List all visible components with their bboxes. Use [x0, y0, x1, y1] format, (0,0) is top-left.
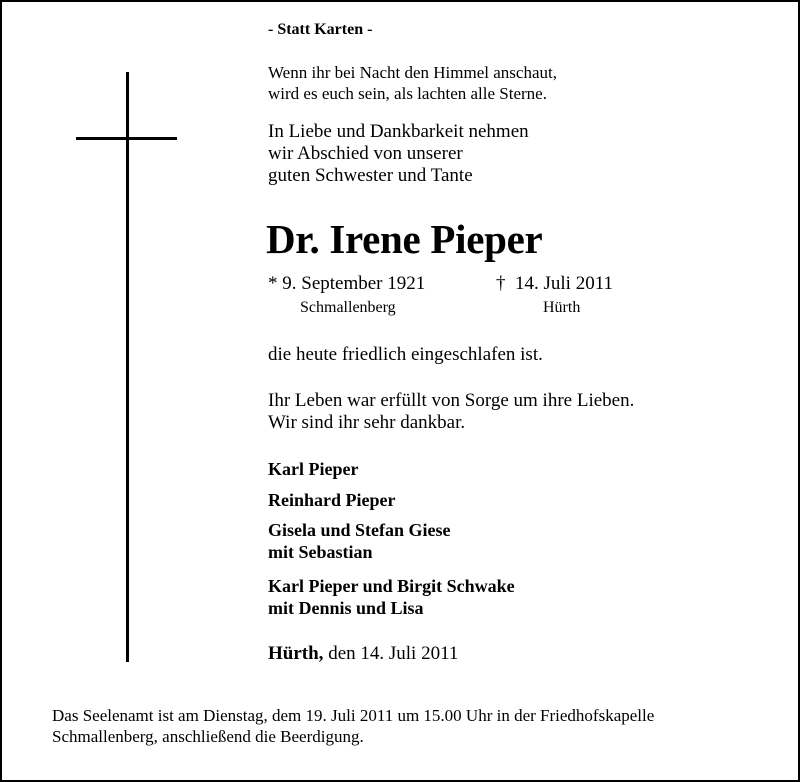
notice-header: - Statt Karten - [268, 21, 373, 38]
place: Hürth, [268, 643, 324, 664]
mourner-line: Gisela und Stefan Giese [268, 520, 451, 540]
cross-horizontal-bar [76, 137, 177, 140]
birth-symbol: * [268, 273, 278, 294]
life-line: Ihr Leben war erfüllt von Sorge um ihre Lieben. [268, 390, 635, 411]
birth-date-text: 9. September 1921 [282, 273, 426, 294]
date: den 14. Juli 2011 [328, 643, 459, 664]
quote-line: wird es euch sein, als lachten alle Sterne. [268, 84, 547, 103]
deceased-name: Dr. Irene Pieper [266, 216, 543, 262]
mourner-line: Karl Pieper und Birgit Schwake [268, 576, 515, 596]
death-date-text: 14. Juli 2011 [515, 273, 613, 294]
intro-line: wir Abschied von unserer [268, 143, 463, 164]
mourner [268, 458, 358, 480]
cross-vertical-bar [126, 72, 129, 662]
death-place: Hürth [543, 299, 581, 316]
mourner [268, 489, 396, 511]
intro-line: In Liebe und Dankbarkeit nehmen [268, 121, 529, 142]
funeral-line: Schmallenberg, anschließend die Beerdigung. [52, 727, 364, 746]
mourner [268, 519, 451, 563]
death-symbol: † [496, 273, 506, 294]
mourner-line: Karl Pieper [268, 459, 359, 479]
funeral-line: Das Seelenamt ist am Dienstag, dem 19. Juli 2011 um 15.00 Uhr in der Friedhofskapelle [52, 706, 655, 725]
birth-place: Schmallenberg [300, 299, 396, 316]
mourner-line: mit Sebastian [268, 542, 373, 562]
intro-text [268, 121, 529, 187]
death-date [496, 273, 613, 295]
life-text [268, 390, 634, 434]
funeral-info [52, 705, 654, 747]
place-date [268, 643, 458, 665]
life-line: Wir sind ihr sehr dankbar. [268, 412, 466, 433]
mourner-line: mit Dennis und Lisa [268, 598, 424, 618]
birth-date [268, 273, 425, 295]
intro-line: guten Schwester und Tante [268, 165, 473, 186]
mourner-line: Reinhard Pieper [268, 490, 396, 510]
quote [268, 62, 557, 104]
quote-line: Wenn ihr bei Nacht den Himmel anschaut, [268, 63, 557, 82]
mourner [268, 575, 515, 619]
passed-text: die heute friedlich eingeschlafen ist. [268, 344, 543, 365]
